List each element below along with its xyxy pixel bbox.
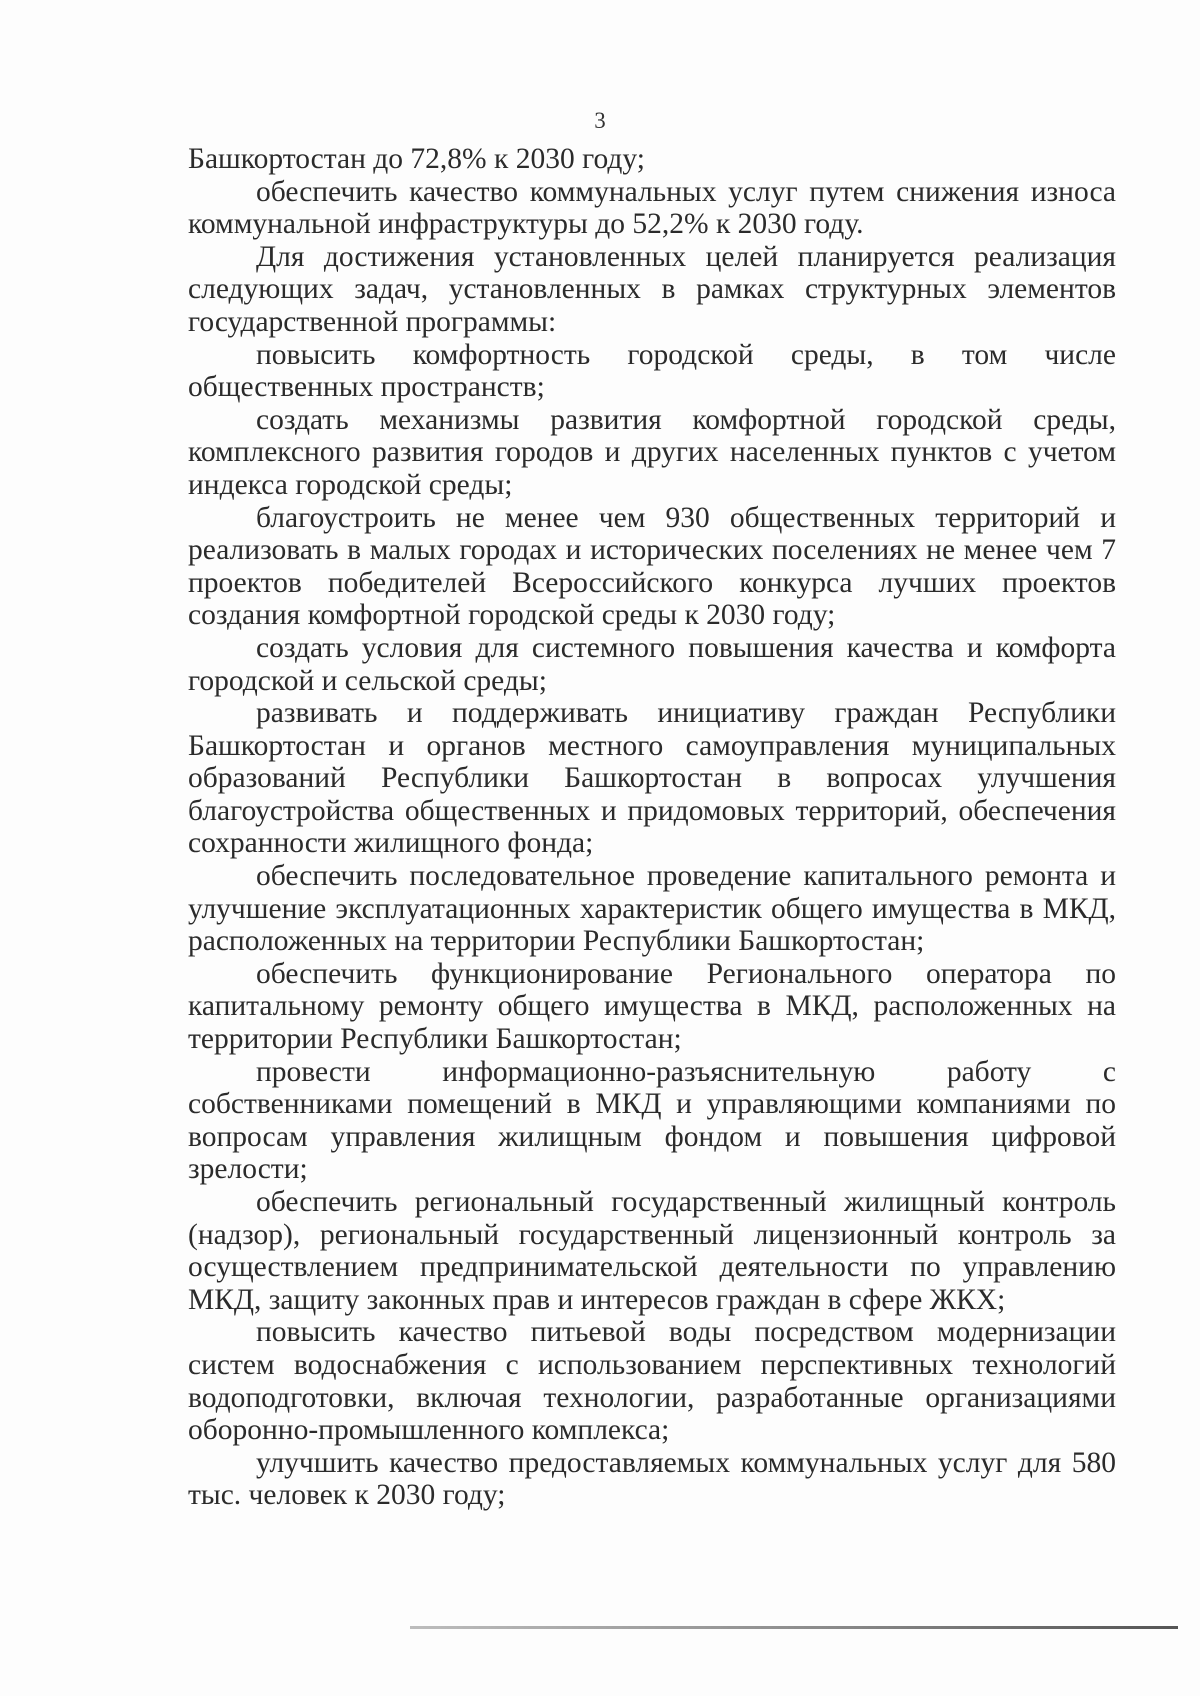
page-number: 3 (594, 108, 606, 133)
paragraph: повысить качество питьевой воды посредством модернизации систем водоснабжения с использованием перспективных технологий водоподготовки, включая технологии, разработанные организациями оборонно-промышленного комплекса; (188, 1316, 1116, 1447)
paragraph: обеспечить региональный государственный жилищный контроль (надзор), региональный государственный лицензионный контроль за осуществлением предпринимательской деятельности по управлению МКД, защиту законных прав и интересов граждан в сфере ЖКХ; (188, 1186, 1116, 1316)
paragraph: создать механизмы развития комфортной городской среды, комплексного развития городов и других населенных пунктов с учетом индекса городской среды; (188, 403, 1116, 501)
paragraph: улучшить качество предоставляемых коммунальных услуг для 580 тыс. человек к 2030 году; (188, 1446, 1116, 1512)
paragraph: благоустроить не менее чем 930 общественных территорий и реализовать в малых городах и исторических поселениях не менее чем 7 проектов победителей Всероссийского конкурса лучших проектов создания комфортной городской среды к 2030 году; (188, 501, 1116, 632)
paragraph: обеспечить последовательное проведение капитального ремонта и улучшение эксплуатационных характеристик общего имущества в МКД, расположенных на территории Республики Башкортостан; (188, 860, 1116, 958)
paragraph-continuation: Башкортостан до 72,8% к 2030 году; (188, 143, 645, 175)
paragraph: создать условия для системного повышения качества и комфорта городской и сельской среды; (188, 631, 1116, 697)
paragraph: обеспечить качество коммунальных услуг путем снижения износа коммунальной инфраструктуры до 52,2% к 2030 году. (188, 175, 1116, 241)
document-body (188, 143, 1116, 1512)
paragraph: развивать и поддерживать инициативу граждан Республики Башкортостан и органов местного самоуправления муниципальных образований Республики Башкортостан в вопросах улучшения благоустройства общественных и придомовых территорий, обеспечения сохранности жилищного фонда; (188, 697, 1116, 860)
paragraph: Для достижения установленных целей планируется реализация следующих задач, установленных в рамках структурных элементов государственной программы: (188, 240, 1116, 338)
paragraph: провести информационно-разъяснительную работу с собственниками помещений в МКД и управляющими компаниями по вопросам управления жилищным фондом и повышения цифровой зрелости; (188, 1055, 1116, 1186)
paragraph: обеспечить функционирование Регионального оператора по капитальному ремонту общего имущества в МКД, расположенных на территории Республики Башкортостан; (188, 957, 1116, 1056)
paragraph: повысить комфортность городской среды, в том числе общественных пространств; (188, 338, 1116, 404)
footer-divider-line (410, 1626, 1178, 1629)
